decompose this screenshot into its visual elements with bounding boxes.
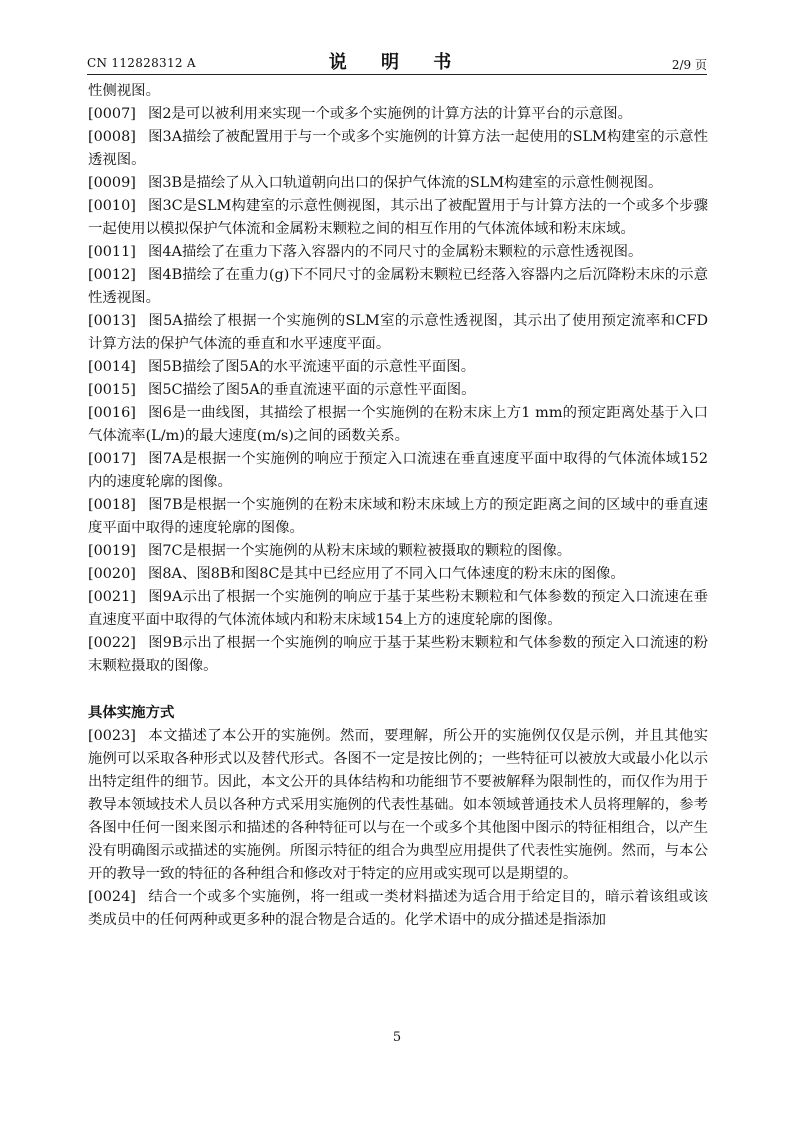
header-rule	[87, 74, 707, 75]
paragraph-text: 图7C是根据一个实施例的从粉末床域的颗粒被摄取的颗粒的图像。	[148, 543, 572, 559]
paragraph	[88, 448, 708, 494]
paragraph	[88, 310, 708, 356]
document-number: CN 112828312 A	[87, 56, 196, 70]
paragraph	[88, 632, 708, 678]
paragraph-number: [0016]	[88, 405, 136, 421]
paragraph-number: [0013]	[88, 313, 136, 329]
paragraph-number: [0017]	[88, 451, 136, 467]
paragraph-number: [0011]	[88, 244, 136, 260]
page-number: 5	[392, 1030, 402, 1045]
paragraph-number: [0018]	[88, 497, 136, 513]
paragraph-text: 图9A示出了根据一个实施例的响应于基于某些粉末颗粒和气体参数的预定入口流速在垂直速度平面中取得的气体流体域内和粉末床域154上方的速度轮廓的图像。	[88, 589, 708, 628]
paragraph-text: 图3C是SLM构建室的示意性侧视图，其示出了被配置用于与计算方法的一个或多个步骤一起使用以模拟保护气体流和金属粉末颗粒之间的相互作用的气体流体域和粉末床域。	[88, 198, 708, 237]
document-body	[88, 80, 708, 932]
paragraph	[88, 241, 708, 264]
paragraph	[88, 356, 708, 379]
paragraph-text: 图7B是根据一个实施例的在粉末床域和粉末床域上方的预定距离之间的区域中的垂直速度平面中取得的速度轮廓的图像。	[88, 497, 708, 536]
paragraph: 性侧视图。	[88, 83, 160, 99]
paragraph	[88, 195, 708, 241]
paragraph-number: [0007]	[88, 106, 136, 122]
paragraph-number: [0020]	[88, 566, 136, 582]
paragraph-text: 图6是一曲线图，其描绘了根据一个实施例的在粉末床上方1 mm的预定距离处基于入口气体流率(L/m)的最大速度(m/s)之间的函数关系。	[88, 405, 708, 444]
paragraph	[88, 379, 708, 402]
paragraph-text: 结合一个或多个实施例，将一组或一类材料描述为适合用于给定目的，暗示着该组或该类成员中的任何两种或更多种的混合物是合适的。化学术语中的成分描述是指添加	[88, 889, 708, 928]
paragraph-text: 图2是可以被利用来实现一个或多个实施例的计算方法的计算平台的示意图。	[148, 106, 633, 122]
paragraph	[88, 886, 708, 932]
paragraph-number: [0012]	[88, 267, 136, 283]
paragraph	[88, 126, 708, 172]
paragraph	[88, 494, 708, 540]
paragraph-text: 图5A描绘了根据一个实施例的SLM室的示意性透视图，其示出了使用预定流率和CFD计算方法的保护气体流的垂直和水平速度平面。	[88, 313, 708, 352]
paragraph	[88, 586, 708, 632]
paragraph-text: 图5B描绘了图5A的水平流速平面的示意性平面图。	[148, 359, 476, 375]
paragraph	[88, 402, 708, 448]
page-indicator: 2/9 页	[671, 58, 707, 72]
paragraph	[88, 172, 708, 195]
paragraph-text: 图9B示出了根据一个实施例的响应于基于某些粉末颗粒和气体参数的预定入口流速的粉末颗粒摄取的图像。	[88, 635, 708, 674]
section-heading: 具体实施方式	[88, 705, 175, 721]
page-header	[87, 48, 707, 72]
paragraph-number: [0019]	[88, 543, 136, 559]
paragraph-number: [0015]	[88, 382, 136, 398]
paragraph-text: 本文描述了本公开的实施例。然而，要理解，所公开的实施例仅仅是示例，并且其他实施例可以采取各种形式以及替代形式。各图不一定是按比例的；一些特征可以被放大或最小化以示出特定组件的细节。因此，本文公开的具体结构和功能细节不要被解释为限制性的，而仅作为用于教导本领域技术人员以各种方式采用实施例的代表性基础。如本领域普通技术人员将理解的，参考各图中任何一图来图示和描述的各种特征可以与在一个或多个其他图中图示的特征相组合，以产生没有明确图示或描述的实施例。所图示特征的组合为典型应用提供了代表性实施例。然而，与本公开的教导一致的特征的各种组合和修改对于特定的应用或实现可以是期望的。	[88, 728, 708, 882]
paragraph-text: 图4B描绘了在重力(g)下不同尺寸的金属粉末颗粒已经落入容器内之后沉降粉末床的示意性透视图。	[88, 267, 708, 306]
paragraph-number: [0022]	[88, 635, 136, 651]
paragraph	[88, 540, 708, 563]
paragraph	[88, 725, 708, 886]
paragraph	[88, 563, 708, 586]
paragraph-text: 图8A、图8B和图8C是其中已经应用了不同入口气体速度的粉末床的图像。	[148, 566, 625, 582]
paragraph-text: 图3A描绘了被配置用于与一个或多个实施例的计算方法一起使用的SLM构建室的示意性透视图。	[88, 129, 708, 168]
paragraph-number: [0010]	[88, 198, 136, 214]
paragraph-number: [0014]	[88, 359, 136, 375]
paragraph-number: [0009]	[88, 175, 136, 191]
paragraph-text: 图4A描绘了在重力下落入容器内的不同尺寸的金属粉末颗粒的示意性透视图。	[148, 244, 643, 260]
paragraph-number: [0023]	[88, 728, 136, 744]
paragraph-text: 图5C描绘了图5A的垂直流速平面的示意性平面图。	[148, 382, 476, 398]
paragraph-text: 图3B是描绘了从入口轨道朝向出口的保护气体流的SLM构建室的示意性侧视图。	[148, 175, 663, 191]
paragraph	[88, 103, 708, 126]
paragraph-number: [0008]	[88, 129, 136, 145]
paragraph	[88, 264, 708, 310]
document-title: 说 明 书	[328, 52, 466, 73]
paragraph-number: [0024]	[88, 889, 136, 905]
paragraph-text: 图7A是根据一个实施例的响应于预定入口流速在垂直速度平面中取得的气体流体域152内的速度轮廓的图像。	[88, 451, 708, 490]
paragraph-number: [0021]	[88, 589, 136, 605]
